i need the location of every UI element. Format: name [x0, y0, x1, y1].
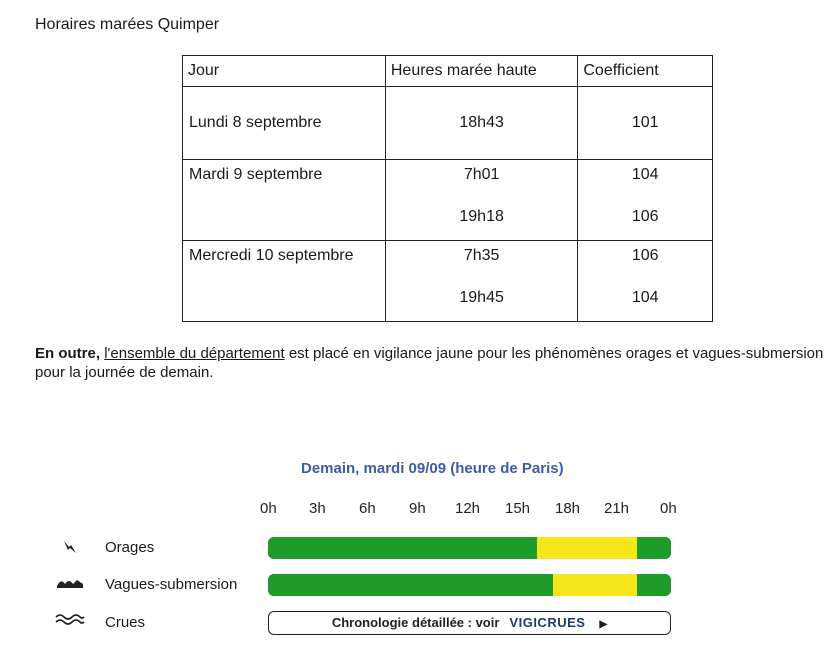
- time-cell: [385, 241, 578, 322]
- tide-table: [182, 55, 713, 322]
- hour-label: 6h: [359, 500, 376, 517]
- header-heures: Heures marée haute: [385, 56, 578, 87]
- paragraph-underlined: l'ensemble du département: [104, 345, 285, 362]
- legend-orages: [50, 537, 270, 559]
- vigilance-segment-yellow: [553, 574, 637, 596]
- vigicrues-link[interactable]: [268, 611, 671, 635]
- wave-icon: [50, 574, 90, 596]
- legend-vagues: [50, 574, 270, 596]
- hour-label: 21h: [604, 500, 630, 517]
- coef-value: 106: [631, 208, 659, 225]
- table-row: [183, 87, 713, 160]
- vigilance-segment-green: [637, 574, 671, 596]
- day-cell: Lundi 8 septembre: [183, 87, 386, 160]
- day-label: Mardi 9 septembre: [189, 166, 323, 183]
- hour-label: 0h: [260, 500, 277, 517]
- paragraph-bold: En outre,: [35, 345, 101, 362]
- vigilance-bar-vagues: [268, 574, 671, 596]
- vigilance-title: Demain, mardi 09/09 (heure de Paris): [301, 460, 564, 477]
- page-heading: Horaires marées Quimper: [35, 16, 220, 33]
- day-cell: [183, 241, 386, 322]
- vigilance-bar-orages: [268, 537, 671, 559]
- vigicrues-brand: VIGICRUES: [509, 615, 586, 630]
- header-coefficient: Coefficient: [578, 56, 713, 87]
- arrow-right-icon: ▶: [599, 619, 608, 630]
- flood-icon: [50, 612, 90, 634]
- paragraph-text: est placé en vigilance jaune pour les phénomènes orages et vagues-submersion pour la journée de demain.: [35, 345, 824, 381]
- table-row: [183, 160, 713, 241]
- legend-crues: [50, 612, 270, 634]
- hour-label: 15h: [505, 500, 531, 517]
- hour-label: 3h: [309, 500, 326, 517]
- vigilance-segment-green: [268, 537, 537, 559]
- legend-label: Vagues-submersion: [105, 576, 238, 593]
- vigilance-segment-yellow: [537, 537, 638, 559]
- day-label: Mercredi 10 septembre: [189, 247, 354, 264]
- vigilance-paragraph: [35, 344, 825, 382]
- hour-label: 0h: [660, 500, 677, 517]
- time-value: 7h35: [463, 247, 500, 264]
- hour-label: 9h: [409, 500, 426, 517]
- day-cell: [183, 160, 386, 241]
- table-row: [183, 241, 713, 322]
- time-value: 19h45: [459, 289, 504, 306]
- coef-value: 104: [631, 166, 659, 183]
- legend-label: Orages: [105, 539, 155, 556]
- vigilance-segment-green: [637, 537, 671, 559]
- header-jour: Jour: [183, 56, 386, 87]
- time-value: 7h01: [463, 166, 500, 183]
- lightning-icon: [50, 537, 90, 559]
- hour-label: 12h: [455, 500, 481, 517]
- coef-cell: [578, 241, 713, 322]
- coef-value: 106: [631, 247, 659, 264]
- crues-link-text: Chronologie détaillée : voir: [331, 615, 500, 630]
- hour-label: 18h: [555, 500, 581, 517]
- time-cell: [385, 160, 578, 241]
- coef-cell: 101: [578, 87, 713, 160]
- table-header-row: [183, 56, 713, 87]
- time-value: 19h18: [459, 208, 504, 225]
- time-cell: 18h43: [385, 87, 578, 160]
- vigilance-segment-green: [268, 574, 553, 596]
- coef-cell: [578, 160, 713, 241]
- legend-label: Crues: [105, 614, 146, 631]
- coef-value: 104: [631, 289, 659, 306]
